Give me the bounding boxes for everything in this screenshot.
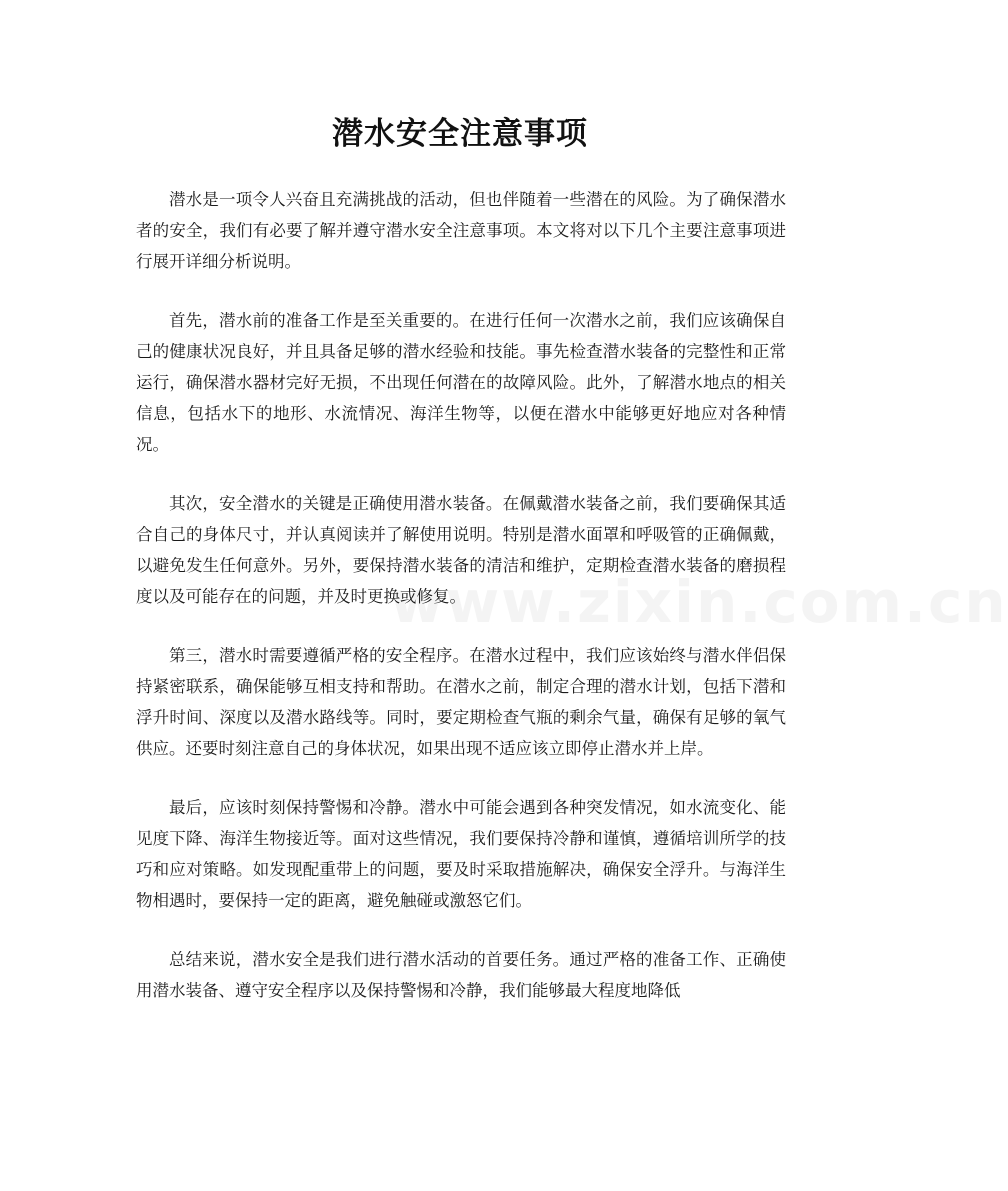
paragraph-vigilance: 最后，应该时刻保持警惕和冷静。潜水中可能会遇到各种突发情况，如水流变化、能见度下降、海洋生物接近等。面对这些情况，我们要保持冷静和谨慎，遵循培训所学的技巧和应对策略。如发现配重带上的问题，要及时采取措施解决，确保安全浮升。与海洋生物相遇时，要保持一定的距离，避免触碰或激怒它们。 <box>136 798 786 910</box>
paragraph-procedure: 第三，潜水时需要遵循严格的安全程序。在潜水过程中，我们应该始终与潜水伴侣保持紧密联系，确保能够互相支持和帮助。在潜水之前，制定合理的潜水计划，包括下潜和浮升时间、深度以及潜水路线等。同时，要定期检查气瓶的剩余气量，确保有足够的氧气供应。还要时刻注意自己的身体状况，如果出现不适应该立即停止潜水并上岸。 <box>136 646 786 758</box>
page-title: 潜水安全注意事项 <box>332 116 588 152</box>
paragraph-summary: 总结来说，潜水安全是我们进行潜水活动的首要任务。通过严格的准备工作、正确使用潜水装备、遵守安全程序以及保持警惕和冷静，我们能够最大程度地降低 <box>136 950 786 1000</box>
watermark: www.zixin.com.cn <box>390 568 1008 636</box>
paragraph-equipment: 其次，安全潜水的关键是正确使用潜水装备。在佩戴潜水装备之前，我们要确保其适合自己的身体尺寸，并认真阅读并了解使用说明。特别是潜水面罩和呼吸管的正确佩戴，以避免发生任何意外。另外，要保持潜水装备的清洁和维护，定期检查潜水装备的磨损程度以及可能存在的问题，并及时更换或修复。 <box>136 494 786 606</box>
document-body <box>136 184 786 1034</box>
paragraph-preparation: 首先，潜水前的准备工作是至关重要的。在进行任何一次潜水之前，我们应该确保自己的健康状况良好，并且具备足够的潜水经验和技能。事先检查潜水装备的完整性和正常运行，确保潜水器材完好无损，不出现任何潜在的故障风险。此外，了解潜水地点的相关信息，包括水下的地形、水流情况、海洋生物等，以便在潜水中能够更好地应对各种情况。 <box>136 311 786 454</box>
paragraph-intro: 潜水是一项令人兴奋且充满挑战的活动，但也伴随着一些潜在的风险。为了确保潜水者的安全，我们有必要了解并遵守潜水安全注意事项。本文将对以下几个主要注意事项进行展开详细分析说明。 <box>136 190 786 271</box>
